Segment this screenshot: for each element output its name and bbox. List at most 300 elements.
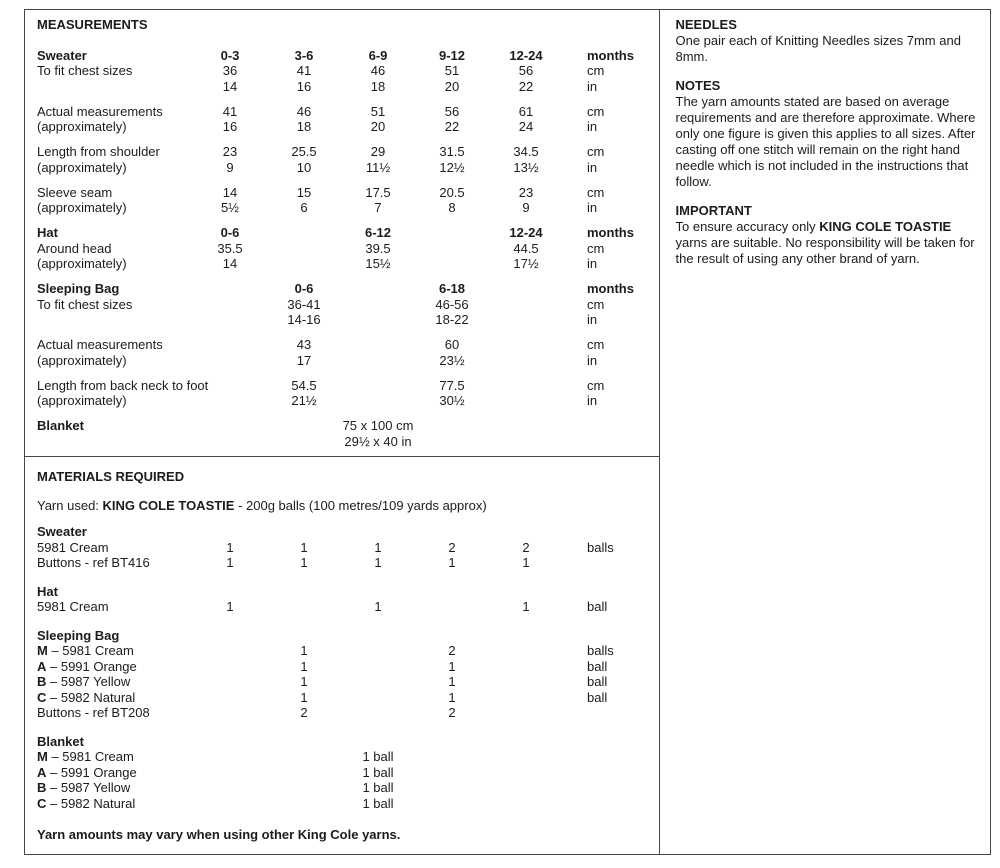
- row-label: [37, 144, 193, 160]
- value-cell: 2: [448, 643, 456, 658]
- value-cell: 75 x 100 cm: [342, 418, 414, 433]
- value-cell: 1: [226, 555, 234, 570]
- value-cell: 25.5: [291, 144, 317, 159]
- unit-cell: cm: [587, 377, 605, 393]
- table-row: [37, 393, 659, 409]
- value-cell: [415, 241, 489, 257]
- value-cell: [341, 281, 415, 297]
- value-cell: 30½: [439, 393, 465, 408]
- row-label: [37, 674, 193, 690]
- yarn-used-suffix: - 200g balls (100 metres/109 yards approx): [234, 497, 487, 513]
- row-label: [37, 540, 193, 556]
- important-section: [676, 203, 976, 267]
- value-cell: 9: [226, 159, 234, 175]
- value-cell: [489, 418, 563, 434]
- table-group: [37, 48, 659, 95]
- value-cell: 6-12: [364, 225, 392, 240]
- row-label-bold-segment: B: [37, 674, 47, 689]
- value-cell: 34.5: [513, 144, 539, 159]
- value-cell: 9: [522, 200, 530, 215]
- value-cell: [415, 749, 489, 765]
- value-cell: [267, 796, 341, 812]
- value-cell: 29: [370, 144, 386, 159]
- unit-cell: [563, 555, 659, 571]
- value-cell: [415, 434, 489, 450]
- table-row: [37, 659, 659, 675]
- row-label-segment: – 5982 Natural: [46, 795, 136, 811]
- table-row: [37, 337, 659, 353]
- value-cell: [193, 584, 267, 600]
- value-cell: [489, 780, 563, 796]
- table-row: [37, 796, 659, 812]
- value-cell: 60: [444, 337, 460, 352]
- value-cell: [193, 659, 267, 675]
- row-label: [37, 705, 193, 721]
- value-cell: 1: [226, 539, 234, 555]
- value-cell: [193, 705, 267, 721]
- unit-cell: balls: [587, 643, 614, 658]
- value-cell: 15: [296, 184, 312, 200]
- table-row: [37, 119, 659, 135]
- value-cell: 23½: [439, 352, 465, 368]
- value-cell: 12-24: [509, 225, 543, 240]
- row-label-segment: – 5987 Yellow: [46, 674, 131, 689]
- row-label-bold-segment: Sleeping Bag: [37, 281, 120, 296]
- value-cell: 1: [300, 555, 308, 570]
- row-label-segment: (approximately): [37, 352, 127, 368]
- value-cell: 11½: [365, 159, 391, 175]
- unit-cell: in: [587, 78, 598, 94]
- value-cell: [489, 378, 563, 394]
- unit-cell: cm: [587, 103, 605, 119]
- table-row: [37, 434, 659, 450]
- unit-cell: cm: [587, 296, 605, 312]
- important-text: [676, 219, 976, 267]
- value-cell: 56: [518, 63, 534, 78]
- row-label-bold-segment: Blanket: [37, 733, 84, 749]
- row-label: [37, 63, 193, 79]
- value-cell: 20: [444, 78, 460, 94]
- row-label: [37, 297, 193, 313]
- unit-cell: balls: [587, 539, 614, 555]
- value-cell: 1: [300, 643, 308, 658]
- value-cell: 36-41: [287, 296, 321, 312]
- value-cell: 1: [448, 689, 456, 705]
- measurements-section: [25, 10, 659, 456]
- row-label: [37, 584, 193, 600]
- notes-text: The yarn amounts stated are based on average requirements and are therefore approximate. Where only one figure is given this applies to all sizes. After casting off one stitch will remain on the right hand needle which is not included in the instructions that follow.: [675, 94, 976, 189]
- row-label: [37, 434, 193, 450]
- value-cell: 16: [296, 78, 312, 94]
- row-label: [37, 393, 193, 409]
- unit-cell: ball: [587, 674, 608, 689]
- row-label-segment: Actual measurements: [37, 337, 163, 352]
- row-label-bold-segment: B: [37, 780, 47, 795]
- value-cell: [193, 780, 267, 796]
- value-cell: 39.5: [365, 240, 391, 256]
- row-label: [37, 337, 193, 353]
- value-cell: [267, 765, 341, 781]
- unit-cell: in: [587, 159, 598, 175]
- table-row: [37, 297, 659, 313]
- value-cell: 61: [518, 103, 534, 119]
- value-cell: [489, 674, 563, 690]
- row-label-segment: – 5991 Orange: [46, 764, 137, 780]
- row-label-segment: 5981 Cream: [37, 599, 109, 614]
- row-label-segment: Buttons - ref BT416: [37, 555, 150, 570]
- value-cell: [193, 434, 267, 450]
- value-cell: 20.5: [439, 184, 465, 200]
- row-label-segment: To fit chest sizes: [37, 63, 133, 78]
- value-cell: [489, 524, 563, 540]
- value-cell: [267, 225, 341, 241]
- value-cell: 14: [222, 78, 238, 94]
- value-cell: [267, 524, 341, 540]
- value-cell: 1: [522, 555, 530, 570]
- value-cell: 1: [300, 539, 308, 555]
- value-cell: [489, 297, 563, 313]
- value-cell: [193, 297, 267, 313]
- value-cell: 51: [444, 63, 460, 78]
- row-label: [37, 312, 193, 328]
- table-row: [37, 690, 659, 706]
- table-row: [37, 555, 659, 571]
- value-cell: [267, 241, 341, 257]
- important-pre: To ensure accuracy only: [675, 219, 820, 234]
- needles-title: NEEDLES: [675, 17, 737, 32]
- row-label-segment: Sleeve seam: [37, 184, 113, 200]
- notes-section: [676, 78, 976, 190]
- value-cell: [193, 643, 267, 659]
- table-row: [37, 225, 659, 241]
- row-label: [37, 780, 193, 796]
- value-cell: [341, 353, 415, 369]
- value-cell: 6-18: [438, 281, 466, 296]
- row-label: [37, 377, 209, 394]
- value-cell: 0-3: [220, 47, 240, 63]
- value-cell: 1: [448, 674, 456, 689]
- table-row: [37, 584, 659, 600]
- value-cell: 1: [300, 674, 308, 689]
- table-group: [37, 524, 659, 571]
- value-cell: 6: [300, 200, 308, 215]
- row-label: [37, 119, 193, 135]
- row-label-bold-segment: Sweater: [37, 524, 87, 539]
- table-row: [37, 63, 659, 79]
- value-cell: 2: [448, 539, 456, 555]
- unit-cell: months: [587, 225, 634, 240]
- row-label: [37, 734, 193, 750]
- value-cell: 14: [222, 256, 238, 271]
- table-row: [37, 104, 659, 120]
- value-cell: 8: [448, 200, 456, 215]
- unit-cell: in: [587, 352, 598, 368]
- unit-cell: [563, 780, 659, 796]
- unit-cell: months: [587, 281, 634, 296]
- unit-cell: [563, 734, 659, 750]
- value-cell: [341, 312, 415, 328]
- unit-cell: [563, 765, 659, 781]
- value-cell: [193, 690, 267, 706]
- value-cell: [341, 378, 415, 394]
- row-label: [37, 643, 193, 659]
- needles-section: [676, 17, 976, 65]
- table-group: [37, 185, 659, 216]
- unit-cell: cm: [587, 144, 605, 159]
- value-cell: 14: [222, 184, 238, 200]
- unit-cell: [563, 418, 659, 434]
- unit-cell: ball: [587, 689, 608, 705]
- value-cell: [415, 765, 489, 781]
- row-label-bold-segment: Sleeping Bag: [37, 627, 120, 643]
- value-cell: [489, 765, 563, 781]
- row-label-bold-segment: A: [37, 764, 47, 780]
- row-label: [37, 353, 193, 369]
- table-row: [37, 48, 659, 64]
- value-cell: [341, 584, 415, 600]
- row-label-segment: Buttons - ref BT208: [37, 705, 150, 720]
- row-label: [37, 241, 193, 257]
- value-cell: [267, 749, 341, 765]
- row-label: [37, 749, 193, 765]
- value-cell: 22: [444, 119, 460, 134]
- table-group: [37, 104, 659, 135]
- value-cell: 1: [448, 555, 456, 570]
- row-label: [37, 256, 193, 272]
- value-cell: 2: [448, 705, 456, 720]
- value-cell: [341, 524, 415, 540]
- row-label: [37, 281, 193, 297]
- row-label-segment: – 5987 Yellow: [46, 780, 131, 795]
- value-cell: 31.5: [439, 144, 465, 159]
- unit-cell: cm: [587, 63, 605, 78]
- value-cell: [489, 734, 563, 750]
- row-label: [37, 796, 193, 812]
- value-cell: 20: [370, 119, 386, 134]
- table-row: [37, 599, 659, 615]
- table-row: [37, 378, 659, 394]
- value-cell: [489, 705, 563, 721]
- value-cell: 0-6: [294, 281, 314, 296]
- table-row: [37, 705, 659, 721]
- table-group: [37, 628, 659, 721]
- row-label-bold-segment: M: [37, 643, 48, 658]
- value-cell: [193, 749, 267, 765]
- table-row: [37, 674, 659, 690]
- table-row: [37, 200, 659, 216]
- value-cell: 41: [222, 103, 238, 119]
- unit-cell: ball: [587, 599, 608, 614]
- value-cell: 1: [226, 599, 234, 614]
- value-cell: 17½: [513, 256, 539, 271]
- value-cell: 10: [296, 159, 312, 175]
- value-cell: 0-6: [220, 225, 240, 240]
- value-cell: 1: [374, 555, 382, 570]
- row-label: [37, 79, 193, 95]
- value-cell: [489, 353, 563, 369]
- value-cell: [193, 337, 267, 353]
- table-group: [37, 337, 659, 368]
- value-cell: [267, 599, 341, 615]
- unit-cell: cm: [587, 184, 605, 200]
- value-cell: [193, 796, 267, 812]
- value-cell: 23: [222, 144, 238, 159]
- value-cell: [415, 524, 489, 540]
- value-cell: [341, 628, 415, 644]
- value-cell: [193, 312, 267, 328]
- value-cell: 5½: [220, 200, 240, 215]
- value-cell: 1: [522, 599, 530, 614]
- materials-title: MATERIALS REQUIRED: [37, 469, 185, 484]
- value-cell: [193, 378, 267, 394]
- value-cell: [193, 353, 267, 369]
- row-label-bold-segment: Hat: [37, 583, 58, 599]
- value-cell: 1 ball: [362, 780, 394, 795]
- row-label: [37, 524, 193, 540]
- table-row: [37, 734, 659, 750]
- row-label: [37, 690, 193, 706]
- row-label-bold-segment: Hat: [37, 225, 58, 240]
- table-row: [37, 780, 659, 796]
- value-cell: 18: [370, 78, 386, 94]
- row-label-bold-segment: C: [37, 795, 47, 811]
- value-cell: 14-16: [287, 312, 321, 327]
- value-cell: 12-24: [509, 47, 543, 63]
- value-cell: [341, 734, 415, 750]
- value-cell: 21½: [291, 393, 317, 408]
- table-row: [37, 281, 659, 297]
- value-cell: 13½: [513, 159, 539, 175]
- value-cell: 6-9: [368, 47, 388, 63]
- row-label-bold-segment: C: [37, 689, 47, 705]
- table-row: [37, 312, 659, 328]
- value-cell: [267, 780, 341, 796]
- value-cell: [267, 434, 341, 450]
- value-cell: 17.5: [365, 184, 391, 200]
- row-label: [37, 225, 193, 241]
- value-cell: [489, 749, 563, 765]
- value-cell: [341, 659, 415, 675]
- row-label-segment: (approximately): [37, 119, 127, 134]
- row-label-segment: (approximately): [37, 393, 127, 408]
- yarn-used-prefix: Yarn used:: [37, 497, 103, 513]
- measurements-table: [37, 48, 659, 450]
- row-label-segment: (approximately): [37, 200, 127, 215]
- row-label-segment: (approximately): [37, 159, 127, 175]
- table-row: [37, 643, 659, 659]
- value-cell: [489, 628, 563, 644]
- row-label-segment: – 5982 Natural: [46, 689, 136, 705]
- value-cell: [267, 584, 341, 600]
- unit-cell: [563, 705, 659, 721]
- value-cell: 3-6: [294, 47, 314, 63]
- value-cell: [415, 225, 489, 241]
- value-cell: 1 ball: [362, 795, 394, 811]
- row-label: [37, 765, 193, 781]
- value-cell: [489, 690, 563, 706]
- row-label: [37, 160, 193, 176]
- unit-cell: in: [587, 256, 598, 271]
- value-cell: 29½ x 40 in: [344, 433, 412, 449]
- row-label-segment: (approximately): [37, 256, 127, 271]
- notes-title: NOTES: [675, 78, 721, 93]
- row-label-segment: Length from back neck to foot: [37, 377, 209, 393]
- row-label: [37, 599, 193, 615]
- table-row: [37, 160, 659, 176]
- value-cell: [415, 256, 489, 272]
- measurements-materials-panel: [24, 9, 660, 855]
- value-cell: [341, 705, 415, 721]
- value-cell: [267, 734, 341, 750]
- value-cell: 46: [370, 63, 386, 78]
- value-cell: 1: [374, 599, 382, 614]
- row-label-segment: Around head: [37, 240, 112, 256]
- value-cell: 1 ball: [362, 764, 394, 780]
- value-cell: 41: [296, 63, 312, 78]
- unit-cell: in: [587, 312, 598, 327]
- table-row: [37, 749, 659, 765]
- value-cell: 7: [374, 200, 382, 215]
- table-group: [37, 734, 659, 812]
- row-label-segment: – 5981 Cream: [47, 643, 134, 658]
- table-row: [37, 256, 659, 272]
- table-group: [37, 281, 659, 328]
- important-brand: KING COLE TOASTIE: [819, 219, 952, 234]
- value-cell: [193, 281, 267, 297]
- value-cell: 56: [444, 103, 460, 119]
- table-row: [37, 353, 659, 369]
- value-cell: 22: [518, 78, 534, 94]
- row-label: [37, 200, 193, 216]
- table-row: [37, 540, 659, 556]
- table-row: [37, 144, 659, 160]
- value-cell: [193, 674, 267, 690]
- row-label-segment: 5981 Cream: [37, 539, 109, 555]
- value-cell: [415, 584, 489, 600]
- yarn-footnote: Yarn amounts may vary when using other King Cole yarns.: [37, 827, 401, 842]
- table-row: [37, 524, 659, 540]
- value-cell: 24: [518, 119, 534, 134]
- value-cell: [341, 674, 415, 690]
- value-cell: 17: [296, 352, 312, 368]
- value-cell: 9-12: [438, 47, 466, 63]
- unit-cell: ball: [587, 658, 608, 674]
- value-cell: [193, 393, 267, 409]
- value-cell: 2: [300, 705, 308, 720]
- unit-cell: [563, 584, 659, 600]
- value-cell: [489, 312, 563, 328]
- value-cell: 1 ball: [362, 749, 394, 764]
- row-label-segment: Actual measurements: [37, 103, 163, 119]
- value-cell: 46: [296, 103, 312, 119]
- unit-cell: [563, 796, 659, 812]
- row-label: [37, 104, 193, 120]
- unit-cell: [563, 628, 659, 644]
- value-cell: [415, 780, 489, 796]
- value-cell: [267, 628, 341, 644]
- unit-cell: months: [587, 47, 634, 63]
- unit-cell: [563, 749, 659, 765]
- value-cell: [193, 418, 267, 434]
- important-post: yarns are suitable. No responsibility will be taken for the result of using any other brand of yarn.: [675, 235, 975, 266]
- row-label: [37, 659, 193, 675]
- table-row: [37, 418, 659, 434]
- value-cell: 1: [448, 658, 456, 674]
- value-cell: [193, 734, 267, 750]
- value-cell: [193, 628, 267, 644]
- value-cell: 43: [296, 337, 312, 352]
- value-cell: [489, 643, 563, 659]
